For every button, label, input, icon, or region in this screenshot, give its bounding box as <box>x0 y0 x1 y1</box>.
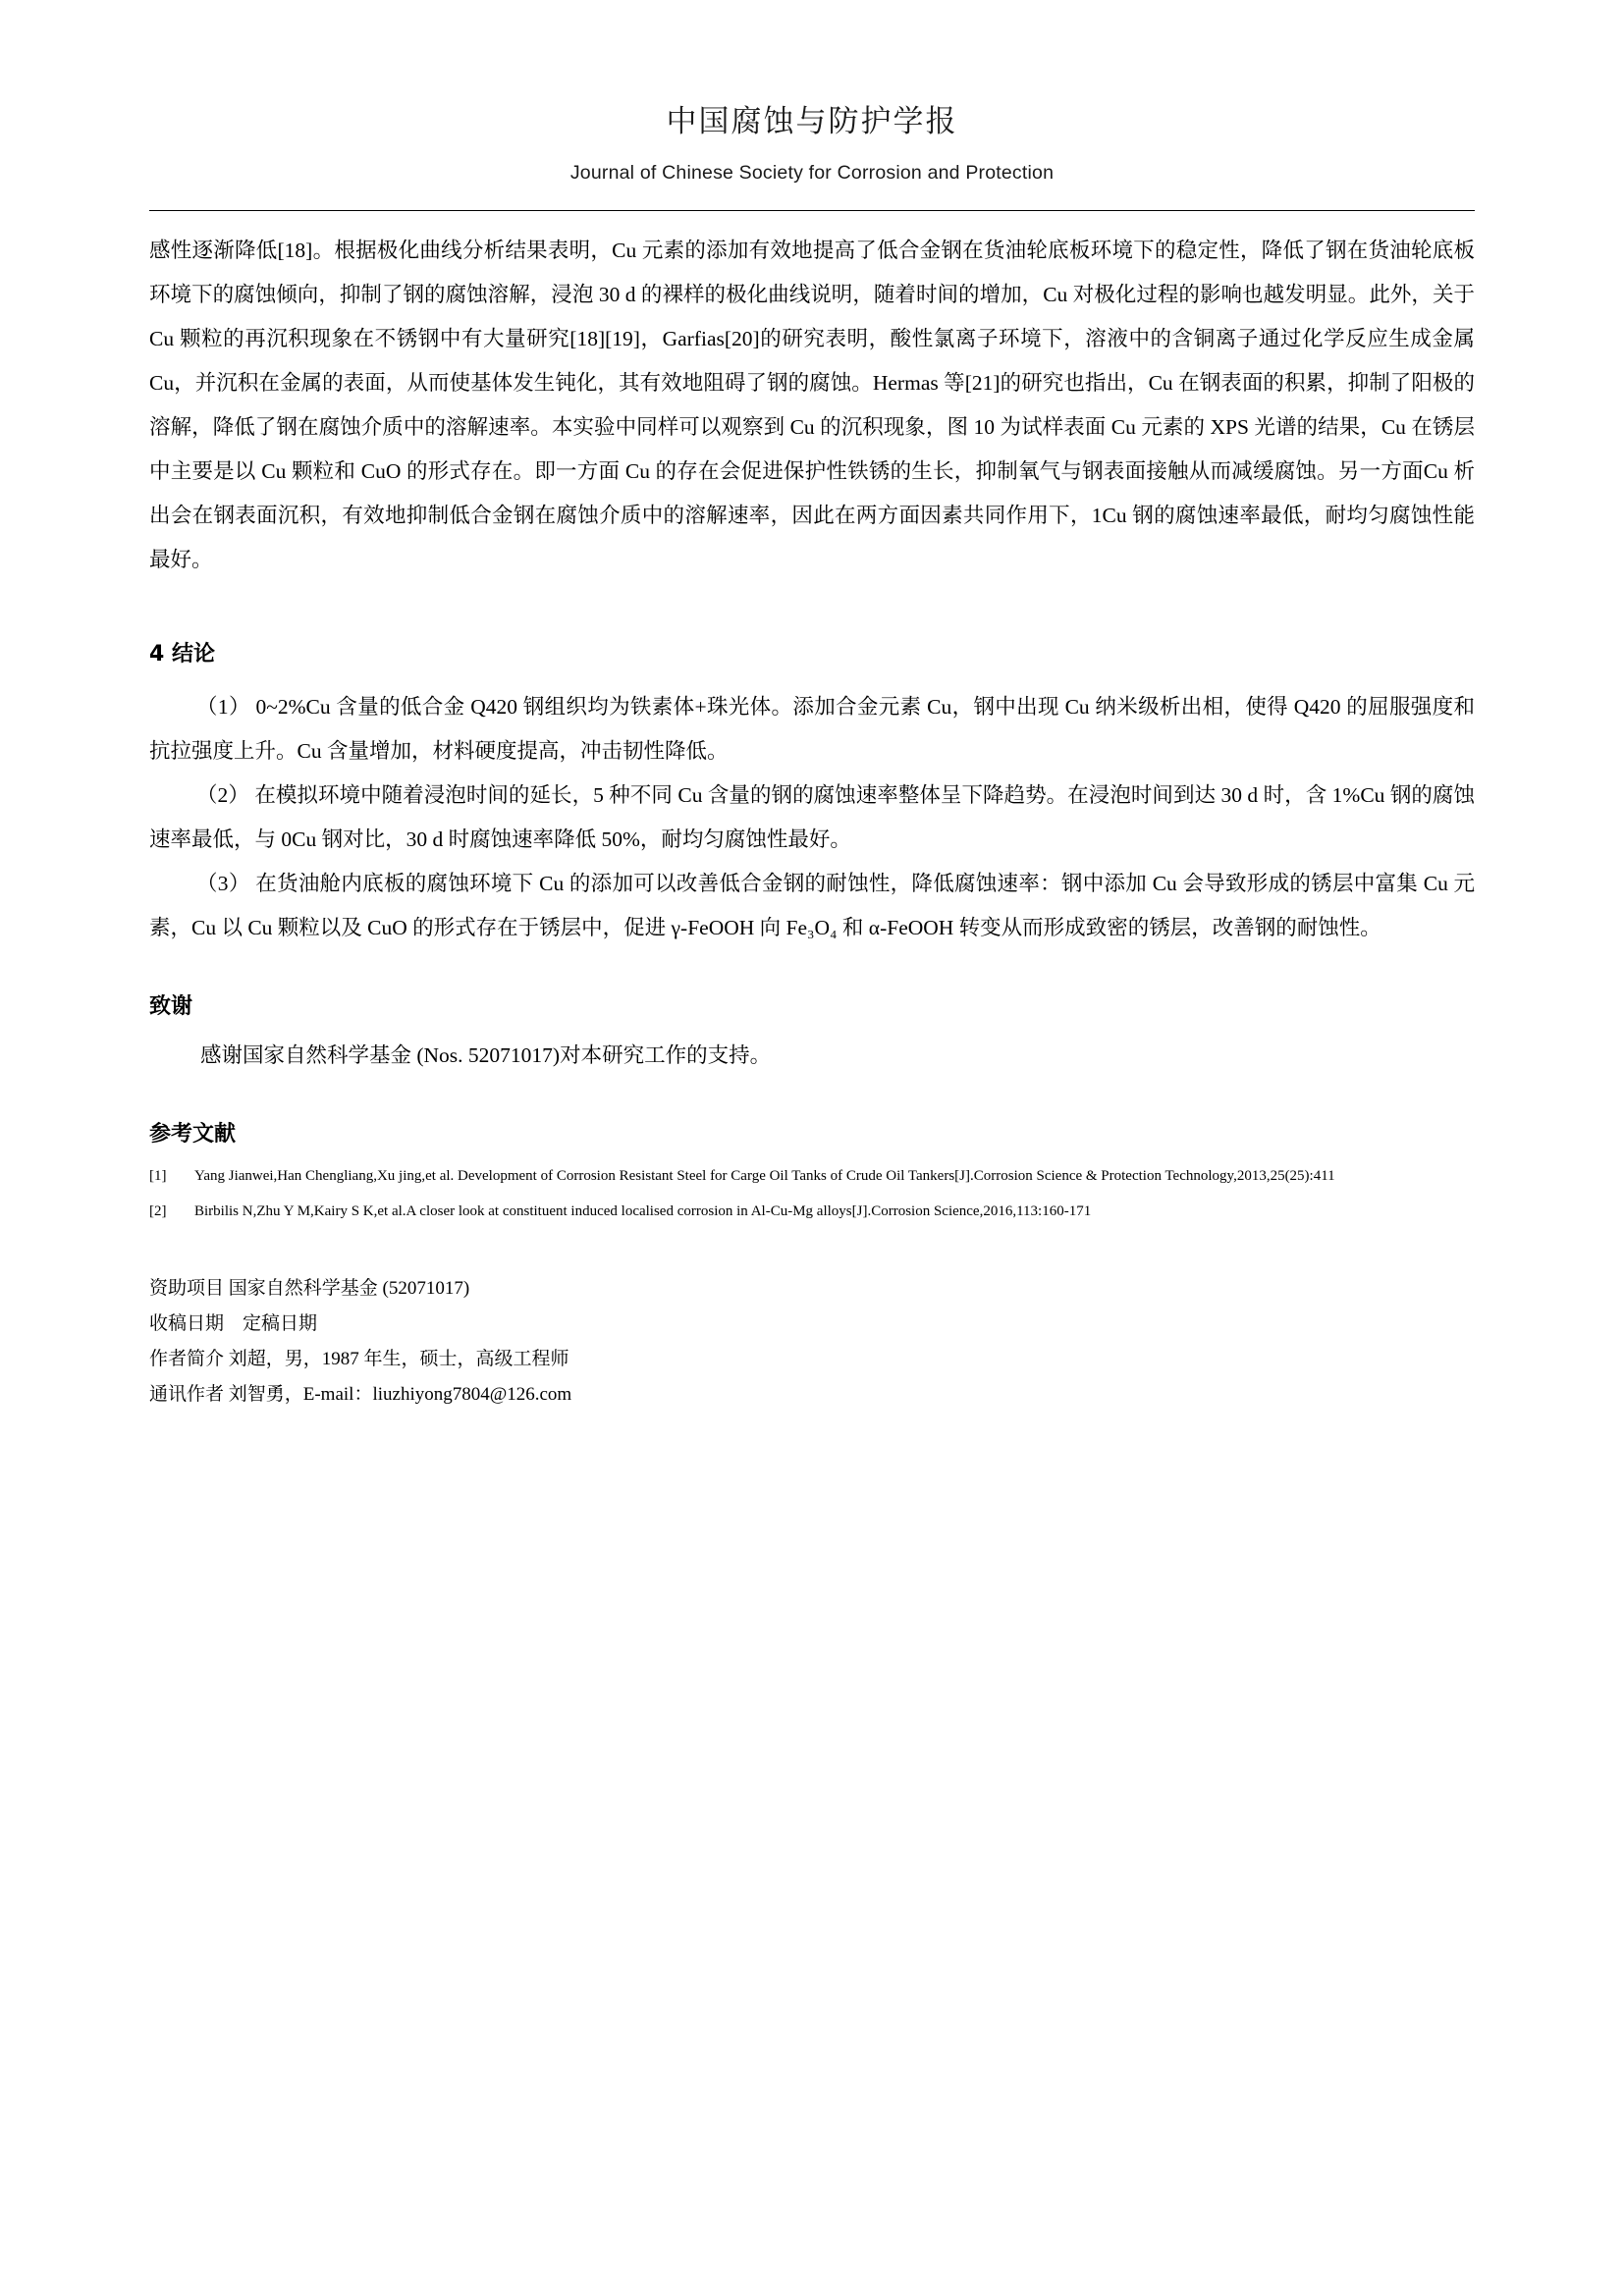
journal-title-cn: 中国腐蚀与防护学报 <box>666 104 958 139</box>
body-paragraph-continued: 感性逐渐降低[18]。根据极化曲线分析结果表明，Cu 元素的添加有效地提高了低合金钢在货油轮底板环境下的稳定性，降低了钢在货油轮底板环境下的腐蚀倾向，抑制了钢的腐蚀溶解，浸泡 30 d 的裸样的极化曲线说明，随着时间的增加，Cu 对极化过程的影响也越发明显。此外，关于 Cu 颗粒的再沉积现象在不锈钢中有大量研究[18][19]，Garfias[20]的研究表明，酸性氯离子环境下，溶液中的含铜离子通过化学反应生成金属 Cu，并沉积在金属的表面，从而使基体发生钝化，其有效地阻碍了钢的腐蚀。Hermas 等[21]的研究也指出，Cu 在钢表面的积累，抑制了阳极的溶解，降低了钢在腐蚀介质中的溶解速率。本实验中同样可以观察到 Cu 的沉积现象，图 10 为试样表面 Cu 元素的 XPS 光谱的结果，Cu 在锈层中主要是以 Cu 颗粒和 CuO 的形式存在。即一方面 Cu 的存在会促进保护性铁锈的生长，抑制氧气与钢表面接触从而减缓腐蚀。另一方面Cu 析出会在钢表面沉积，有效地抑制低合金钢在腐蚀介质中的溶解速率，因此在两方面因素共同作用下，1Cu 钢的腐蚀速率最低，耐均匀腐蚀性能最好。 <box>149 239 1475 571</box>
reference-text: Birbilis N,Zhu Y M,Kairy S K,et al.A closer look at constituent induced localised corrosion in Al-Cu-Mg alloys[J].Corrosion Science,2016,113:160-171 <box>194 1203 1092 1219</box>
reference-item <box>149 1161 1475 1191</box>
references-heading: 参考文献 <box>149 1122 237 1147</box>
footnote-dates: 收稿日期 定稿日期 <box>149 1313 318 1334</box>
reference-item <box>149 1197 1475 1226</box>
footnote-funding: 资助项目 国家自然科学基金 (52071017) <box>149 1278 470 1299</box>
reference-list <box>149 1161 1475 1226</box>
article-content <box>149 211 1475 1413</box>
conclusion-item-1: （1） 0~2%Cu 含量的低合金 Q420 钢组织均为铁素体+珠光体。添加合金元素 Cu，钢中出现 Cu 纳米级析出相，使得 Q420 的屈服强度和抗拉强度上升。Cu 含量增加，材料硬度提高，冲击韧性降低。 <box>149 695 1475 763</box>
conclusion-heading: 4 结论 <box>149 642 215 667</box>
footnotes-block <box>149 1271 1475 1413</box>
reference-text: Yang Jianwei,Han Chengliang,Xu jing,et al. Development of Corrosion Resistant Steel for Carge Oil Tanks of Crude Oil Tankers[J].Corrosion Science & Protection Technology,2013,25(25):411 <box>194 1168 1335 1184</box>
acknowledgement-heading: 致谢 <box>149 994 193 1019</box>
footnote-author-bio: 作者简介 刘超，男，1987 年生，硕士，高级工程师 <box>149 1349 569 1369</box>
footnote-corresponding-author: 通讯作者 刘智勇，E-mail：liuzhiyong7804@126.com <box>149 1384 572 1405</box>
journal-title-en: Journal of Chinese Society for Corrosion and Protection <box>569 162 1055 184</box>
acknowledgement-text: 感谢国家自然科学基金 (Nos. 52071017)对本研究工作的支持。 <box>200 1043 772 1067</box>
conclusion-item-3: （3） 在货油舱内底板的腐蚀环境下 Cu 的添加可以改善低合金钢的耐蚀性，降低腐蚀速率：钢中添加 Cu 会导致形成的锈层中富集 Cu 元素，Cu 以 Cu 颗粒以及 CuO 的形式存在于锈层中，促进 γ-FeOOH 向 Fe₃O₄ 和 α-FeOOH 转变从而形成致密的锈层，改善钢的耐蚀性。 <box>149 872 1475 939</box>
masthead <box>0 0 1624 185</box>
reference-number: [2] <box>149 1203 167 1219</box>
conclusion-item-2: （2） 在模拟环境中随着浸泡时间的延长，5 种不同 Cu 含量的钢的腐蚀速率整体呈下降趋势。在浸泡时间到达 30 d 时，含 1%Cu 钢的腐蚀速率最低，与 0Cu 钢对比，30 d 时腐蚀速率降低 50%，耐均匀腐蚀性最好。 <box>149 783 1475 851</box>
reference-number: [1] <box>149 1168 167 1184</box>
